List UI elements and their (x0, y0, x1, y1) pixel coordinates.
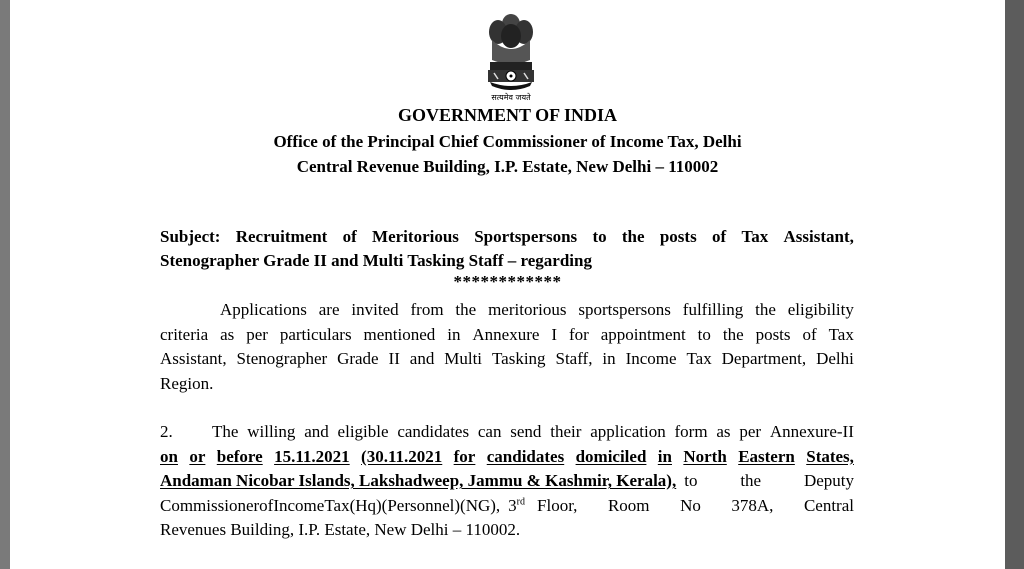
word: as (716, 422, 731, 441)
word: Annexure (472, 324, 540, 344)
emblem-motto: सत्यमेव जयते (491, 93, 531, 102)
header-government-of-india: GOVERNMENT OF INDIA (397, 105, 617, 125)
word: Income (625, 349, 677, 368)
word: the (621, 227, 645, 246)
word: Assistant, (160, 349, 227, 368)
word: Tasking (491, 349, 546, 368)
word: fulfilling (682, 300, 744, 319)
word: to (592, 227, 607, 246)
word: in (447, 324, 461, 344)
paragraph-1 (160, 298, 854, 396)
word: States, (806, 446, 854, 466)
paragraph-2-line-4 (160, 494, 854, 519)
word: I (551, 324, 558, 344)
subject-line-2: Stenographer Grade II and Multi Tasking Staff – regarding (160, 251, 592, 270)
paragraph-2-line-3 (160, 469, 854, 494)
word: the (455, 300, 477, 319)
word: per (739, 422, 762, 441)
word: Department, (721, 349, 807, 368)
word: and (409, 349, 435, 368)
document-page (10, 0, 1005, 569)
word: (Hq)(Personnel)(NG), (349, 495, 501, 515)
word: on (160, 446, 178, 466)
viewer-left-gutter (0, 0, 10, 569)
word: Tax (324, 495, 350, 515)
word: Recruitment (235, 227, 328, 246)
word: appointment (600, 324, 686, 344)
paragraph-1-line-4 (160, 372, 854, 397)
word: Central (803, 495, 854, 515)
word: can (477, 422, 502, 441)
header-office-name: Office of the Principal Chief Commissioner of Income Tax, Delhi (273, 132, 742, 151)
word: their (550, 422, 582, 441)
word: application (590, 422, 666, 441)
word: the (722, 324, 744, 344)
word: Meritorious (372, 227, 459, 246)
word: Tax (741, 227, 769, 246)
word: particulars (279, 324, 352, 344)
word: candidates (486, 446, 565, 466)
word: criteria (160, 324, 209, 344)
word: Annexure-II (769, 422, 854, 441)
word: eligible (337, 422, 389, 441)
word: Subject: (160, 227, 221, 246)
word: Eastern (738, 446, 795, 466)
word: of (711, 227, 727, 246)
word: Floor, (537, 495, 578, 515)
paragraph-1-line-3 (160, 347, 854, 372)
word: Deputy (803, 471, 854, 490)
ashoka-emblem-icon (476, 10, 546, 106)
word: North (683, 446, 727, 466)
paragraph-2 (160, 420, 854, 543)
word: to (697, 324, 711, 344)
word: Tax (686, 349, 712, 368)
word: Assistant, (783, 227, 854, 246)
word: Applications (220, 300, 307, 319)
word: Tax (828, 324, 854, 344)
paragraph-2-line-4-b (537, 494, 854, 519)
paragraph-1-line-1 (160, 298, 854, 323)
word: Grade (337, 349, 379, 368)
word: per (246, 324, 268, 344)
paragraph-2-floor (508, 494, 525, 519)
word: sportspersons (578, 300, 671, 319)
paragraph-2-line-1 (160, 420, 854, 445)
word: Delhi (816, 349, 854, 368)
word: Stenographer (236, 349, 328, 368)
word: Multi (444, 349, 483, 368)
word: posts (755, 324, 791, 344)
word: (30.11.2021 (361, 446, 443, 466)
word: of (342, 227, 357, 246)
subject-line-1 (160, 225, 854, 249)
word: willing (247, 422, 296, 441)
word: Sportspersons (474, 227, 578, 246)
floor-suffix: rd (516, 495, 526, 507)
floor-number: 3 (508, 495, 517, 515)
paragraph-2-line-1-text (212, 420, 854, 445)
word: and (304, 422, 329, 441)
paragraph-2-line-4-a (160, 494, 500, 519)
header-address: Central Revenue Building, I.P. Estate, New Delhi – 110002 (296, 157, 719, 176)
paragraph-2-line-5-text: Revenues Building, I.P. Estate, New Delhi – 110002. (160, 520, 521, 539)
paragraph-2-line-3-rest (684, 469, 854, 494)
word: in (602, 349, 616, 368)
word: in (657, 446, 672, 466)
word: of (259, 495, 274, 515)
paragraph-2-number: 2. (160, 422, 173, 441)
word: domiciled (575, 446, 647, 466)
paragraph-1-line-4-text: Region. (160, 373, 214, 393)
word: from (410, 300, 444, 319)
paragraph-2-regions-underlined: Andaman Nicobar Islands, Lakshadweep, Jammu & Kashmir, Kerala), (160, 471, 677, 490)
word: invited (351, 300, 399, 319)
word: candidates (397, 422, 470, 441)
paragraph-1-line-1-text (220, 298, 854, 323)
word: 378A, (731, 495, 774, 515)
word: eligibility (787, 300, 854, 319)
word: send (510, 422, 542, 441)
word: Room (607, 495, 650, 515)
word: or (189, 446, 206, 466)
word: to (684, 471, 698, 490)
word: Income (273, 495, 325, 515)
word: before (216, 446, 263, 466)
viewer-scrollbar[interactable] (1005, 0, 1024, 569)
word: 15.11.2021 (274, 446, 350, 466)
word: for (568, 324, 589, 344)
subject-block (160, 225, 854, 273)
word: Commissioner (160, 495, 260, 515)
separator-stars: ************ (453, 272, 562, 291)
word: the (740, 471, 762, 490)
word: mentioned (363, 324, 436, 344)
word: as (220, 324, 235, 344)
word: Staff, (555, 349, 593, 368)
word: the (755, 300, 776, 319)
word: The (212, 422, 239, 441)
word: are (318, 300, 340, 319)
word: meritorious (488, 300, 567, 319)
word: No (680, 495, 701, 515)
word: posts (659, 227, 697, 246)
word: of (802, 324, 817, 344)
word: II (388, 349, 400, 368)
word: for (453, 446, 476, 466)
paragraph-2-line-5 (160, 518, 854, 543)
word: form (674, 422, 708, 441)
paragraph-2-line-2-deadline (160, 445, 854, 470)
paragraph-1-line-2 (160, 323, 854, 348)
